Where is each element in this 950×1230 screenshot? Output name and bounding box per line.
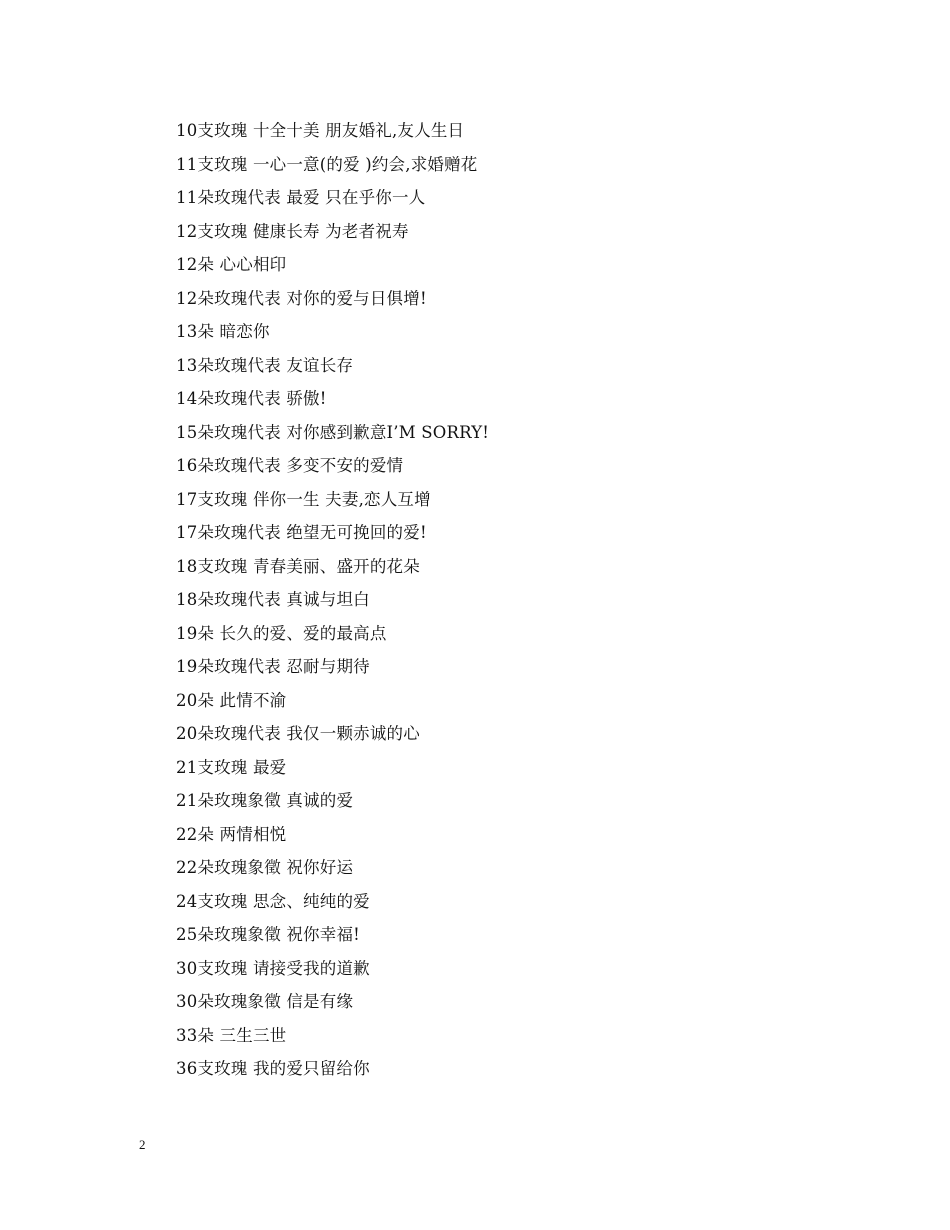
text-line: 19朵 长久的爱、爱的最高点 — [176, 623, 387, 643]
text-line: 12朵 心心相印 — [176, 255, 287, 274]
rose-meaning-list — [176, 118, 489, 1090]
text-line: 24支玫瑰 思念、纯纯的爱 — [176, 891, 370, 911]
text-line: 11朵玫瑰代表 最爱 只在乎你一人 — [176, 188, 426, 207]
text-line: 22朵 两情相悦 — [176, 824, 287, 844]
text-line: 17朵玫瑰代表 绝望无可挽回的爱! — [176, 523, 427, 542]
text-line: 10支玫瑰 十全十美 朋友婚礼,友人生日 — [176, 121, 465, 140]
text-line: 25朵玫瑰象徵 祝你幸福! — [176, 925, 360, 944]
text-line: 16朵玫瑰代表 多变不安的爱情 — [176, 456, 404, 475]
text-line: 12朵玫瑰代表 对你的爱与日俱增! — [176, 288, 427, 308]
text-line: 19朵玫瑰代表 忍耐与期待 — [176, 657, 370, 676]
text-line: 30支玫瑰 请接受我的道歉 — [176, 958, 370, 978]
text-line: 14朵玫瑰代表 骄傲! — [176, 389, 327, 408]
page-number: 2 — [139, 1137, 146, 1152]
text-line: 11支玫瑰 一心一意(的爱 )约会,求婚赠花 — [176, 154, 478, 174]
text-line: 13朵玫瑰代表 友谊长存 — [176, 355, 354, 375]
text-line: 21支玫瑰 最爱 — [176, 757, 287, 777]
text-line: 20朵玫瑰代表 我仅一颗赤诚的心 — [176, 724, 420, 743]
text-line: 21朵玫瑰象徵 真诚的爱 — [176, 791, 354, 810]
text-line: 33朵 三生三世 — [176, 1025, 287, 1045]
text-line: 30朵玫瑰象徵 信是有缘 — [176, 992, 354, 1011]
text-line: 36支玫瑰 我的爱只留给你 — [176, 1059, 370, 1078]
text-line: 12支玫瑰 健康长寿 为老者祝寿 — [176, 221, 409, 241]
text-line: 22朵玫瑰象徵 祝你好运 — [176, 858, 354, 877]
text-line: 13朵 暗恋你 — [176, 322, 270, 341]
text-line: 18支玫瑰 青春美丽、盛开的花朵 — [176, 556, 420, 576]
text-line: 15朵玫瑰代表 对你感到歉意I’M SORRY! — [176, 422, 490, 442]
text-line: 18朵玫瑰代表 真诚与坦白 — [176, 590, 370, 609]
text-line: 20朵 此情不渝 — [176, 690, 287, 710]
text-line: 17支玫瑰 伴你一生 夫妻,恋人互增 — [176, 489, 431, 509]
